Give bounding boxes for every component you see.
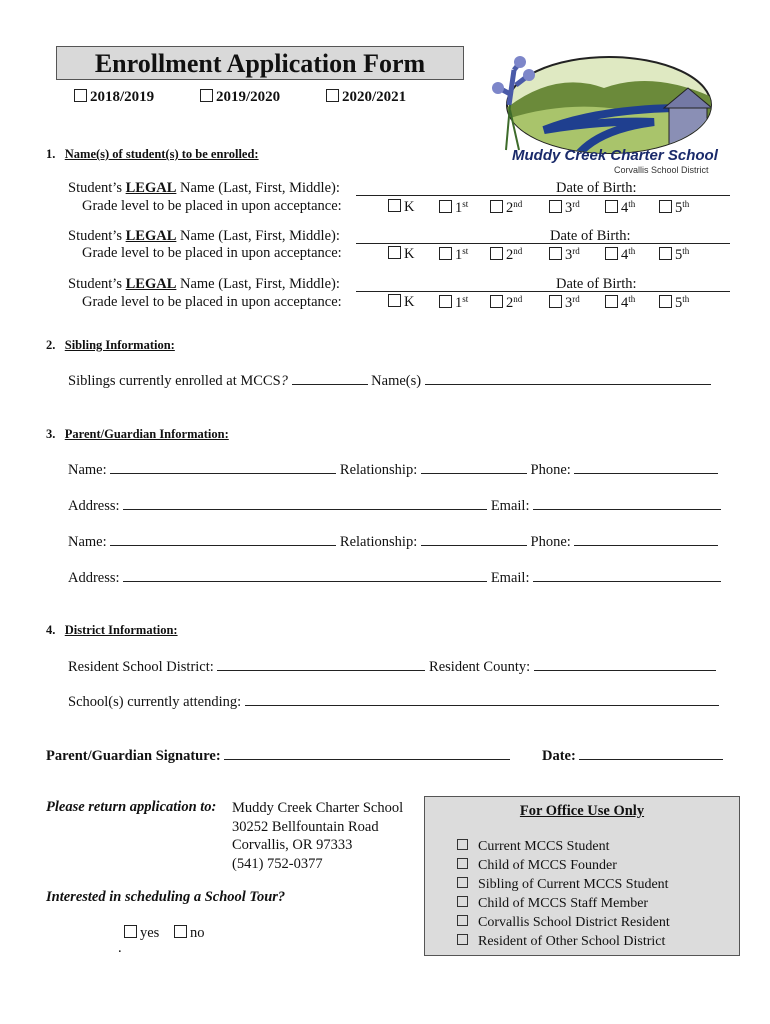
year-option-2019[interactable]: 2019/2020	[200, 89, 280, 106]
signature-date-line: Date:	[542, 746, 723, 765]
checkbox[interactable]	[388, 199, 401, 212]
grade-k[interactable]: K	[388, 294, 414, 311]
guardian2-name-line: Name: Relationship: Phone:	[68, 532, 718, 551]
resident-county-field[interactable]	[534, 657, 716, 671]
office-option[interactable]: Child of MCCS Founder	[457, 858, 617, 874]
grade-3[interactable]: 3rd	[549, 199, 580, 217]
grade-label: Grade level to be placed in upon acceptance:	[82, 245, 342, 261]
checkbox[interactable]	[490, 200, 503, 213]
checkbox[interactable]	[605, 295, 618, 308]
grade-label: Grade level to be placed in upon acceptance:	[82, 294, 342, 310]
student-name-label: Student’s LEGAL Name (Last, First, Middle):	[68, 228, 340, 244]
checkbox[interactable]	[439, 295, 452, 308]
checkbox[interactable]	[605, 200, 618, 213]
logo-school-name: Muddy Creek Charter School	[512, 147, 718, 164]
signature-line: Parent/Guardian Signature:	[46, 746, 510, 765]
grade-4[interactable]: 4th	[605, 199, 635, 217]
grade-3[interactable]: 3rd	[549, 294, 580, 312]
guardian-name-field[interactable]	[110, 460, 336, 474]
student-name-field[interactable]	[356, 229, 730, 244]
siblings-count-field[interactable]	[292, 371, 368, 385]
school-logo	[484, 50, 724, 175]
dob-label: Date of Birth:	[550, 228, 631, 244]
checkbox[interactable]	[659, 200, 672, 213]
office-use-title: For Office Use Only	[519, 803, 645, 819]
checkbox[interactable]	[605, 247, 618, 260]
grade-k[interactable]: K	[388, 199, 414, 216]
logo-district: Corvallis School District	[614, 165, 709, 175]
grade-5[interactable]: 5th	[659, 294, 689, 312]
year-option-2018[interactable]: 2018/2019	[74, 89, 154, 106]
stray-dot: .	[118, 940, 122, 956]
grade-2[interactable]: 2nd	[490, 246, 522, 264]
office-option[interactable]: Resident of Other School District	[457, 934, 665, 950]
section2-heading: 2. Sibling Information:	[46, 338, 175, 352]
phone-field[interactable]	[574, 460, 718, 474]
office-use-box	[424, 796, 740, 956]
checkbox[interactable]	[388, 246, 401, 259]
section3-heading: 3. Parent/Guardian Information:	[46, 427, 229, 441]
relationship-field[interactable]	[421, 532, 527, 546]
checkbox[interactable]	[490, 247, 503, 260]
relationship-field[interactable]	[421, 460, 527, 474]
office-option[interactable]: Child of MCCS Staff Member	[457, 896, 648, 912]
section1-heading: 1. Name(s) of student(s) to be enrolled:	[46, 147, 259, 161]
logo-graphic	[484, 50, 724, 175]
checkbox[interactable]	[549, 247, 562, 260]
checkbox[interactable]	[200, 89, 213, 102]
checkbox[interactable]	[326, 89, 339, 102]
address-field[interactable]	[123, 496, 487, 510]
office-option[interactable]: Corvallis School District Resident	[457, 915, 670, 931]
checkbox[interactable]	[490, 295, 503, 308]
checkbox[interactable]	[457, 896, 468, 907]
checkbox[interactable]	[549, 295, 562, 308]
section4-heading: 4. District Information:	[46, 623, 178, 637]
school-attending-line: School(s) currently attending:	[68, 692, 719, 711]
siblings-line: Siblings currently enrolled at MCCS? Name(s)	[68, 371, 711, 390]
checkbox[interactable]	[659, 247, 672, 260]
email-field[interactable]	[533, 496, 721, 510]
return-label: Please return application to:	[46, 799, 217, 815]
checkbox[interactable]	[457, 858, 468, 869]
signature-date-field[interactable]	[579, 746, 723, 760]
year-option-2020[interactable]: 2020/2021	[326, 89, 406, 106]
student-name-label: Student’s LEGAL Name (Last, First, Middle):	[68, 180, 340, 196]
guardian1-name-line: Name: Relationship: Phone:	[68, 460, 718, 479]
address-field[interactable]	[123, 568, 487, 582]
district-line: Resident School District: Resident County:	[68, 657, 716, 676]
grade-5[interactable]: 5th	[659, 199, 689, 217]
tour-question: Interested in scheduling a School Tour?	[46, 889, 286, 905]
grade-3[interactable]: 3rd	[549, 246, 580, 264]
dob-label: Date of Birth:	[556, 276, 637, 292]
office-option[interactable]: Sibling of Current MCCS Student	[457, 877, 669, 893]
checkbox[interactable]	[74, 89, 87, 102]
grade-2[interactable]: 2nd	[490, 199, 522, 217]
grade-1[interactable]: 1st	[439, 199, 468, 217]
guardian-name-field[interactable]	[110, 532, 336, 546]
checkbox[interactable]	[659, 295, 672, 308]
dob-label: Date of Birth:	[556, 180, 637, 196]
guardian1-address-line: Address: Email:	[68, 496, 721, 515]
student-name-label: Student’s LEGAL Name (Last, First, Middle):	[68, 276, 340, 292]
student-name-field[interactable]	[356, 277, 730, 292]
student-name-field[interactable]	[356, 181, 730, 196]
grade-1[interactable]: 1st	[439, 294, 468, 312]
checkbox[interactable]	[457, 877, 468, 888]
school-attending-field[interactable]	[245, 692, 719, 706]
checkbox[interactable]	[124, 925, 137, 938]
grade-5[interactable]: 5th	[659, 246, 689, 264]
checkbox[interactable]	[549, 200, 562, 213]
phone-field[interactable]	[574, 532, 718, 546]
tour-yes[interactable]: yes	[124, 925, 159, 942]
grade-label: Grade level to be placed in upon acceptance:	[82, 198, 342, 214]
tour-no[interactable]: no	[174, 925, 205, 942]
resident-district-field[interactable]	[217, 657, 425, 671]
grade-4[interactable]: 4th	[605, 294, 635, 312]
grade-4[interactable]: 4th	[605, 246, 635, 264]
checkbox[interactable]	[457, 915, 468, 926]
signature-field[interactable]	[224, 746, 510, 760]
form-title: Enrollment Application Form	[56, 46, 464, 80]
checkbox[interactable]	[439, 200, 452, 213]
grade-k[interactable]: K	[388, 246, 414, 263]
guardian2-address-line: Address: Email:	[68, 568, 721, 587]
email-field[interactable]	[533, 568, 721, 582]
grade-2[interactable]: 2nd	[490, 294, 522, 312]
grade-1[interactable]: 1st	[439, 246, 468, 264]
sibling-names-field[interactable]	[425, 371, 711, 385]
checkbox[interactable]	[457, 839, 468, 850]
checkbox[interactable]	[457, 934, 468, 945]
office-option[interactable]: Current MCCS Student	[457, 839, 609, 855]
checkbox[interactable]	[388, 294, 401, 307]
checkbox[interactable]	[174, 925, 187, 938]
return-address: Muddy Creek Charter School 30252 Bellfountain Road Corvallis, OR 97333 (541) 752-0377	[232, 800, 404, 872]
checkbox[interactable]	[439, 247, 452, 260]
